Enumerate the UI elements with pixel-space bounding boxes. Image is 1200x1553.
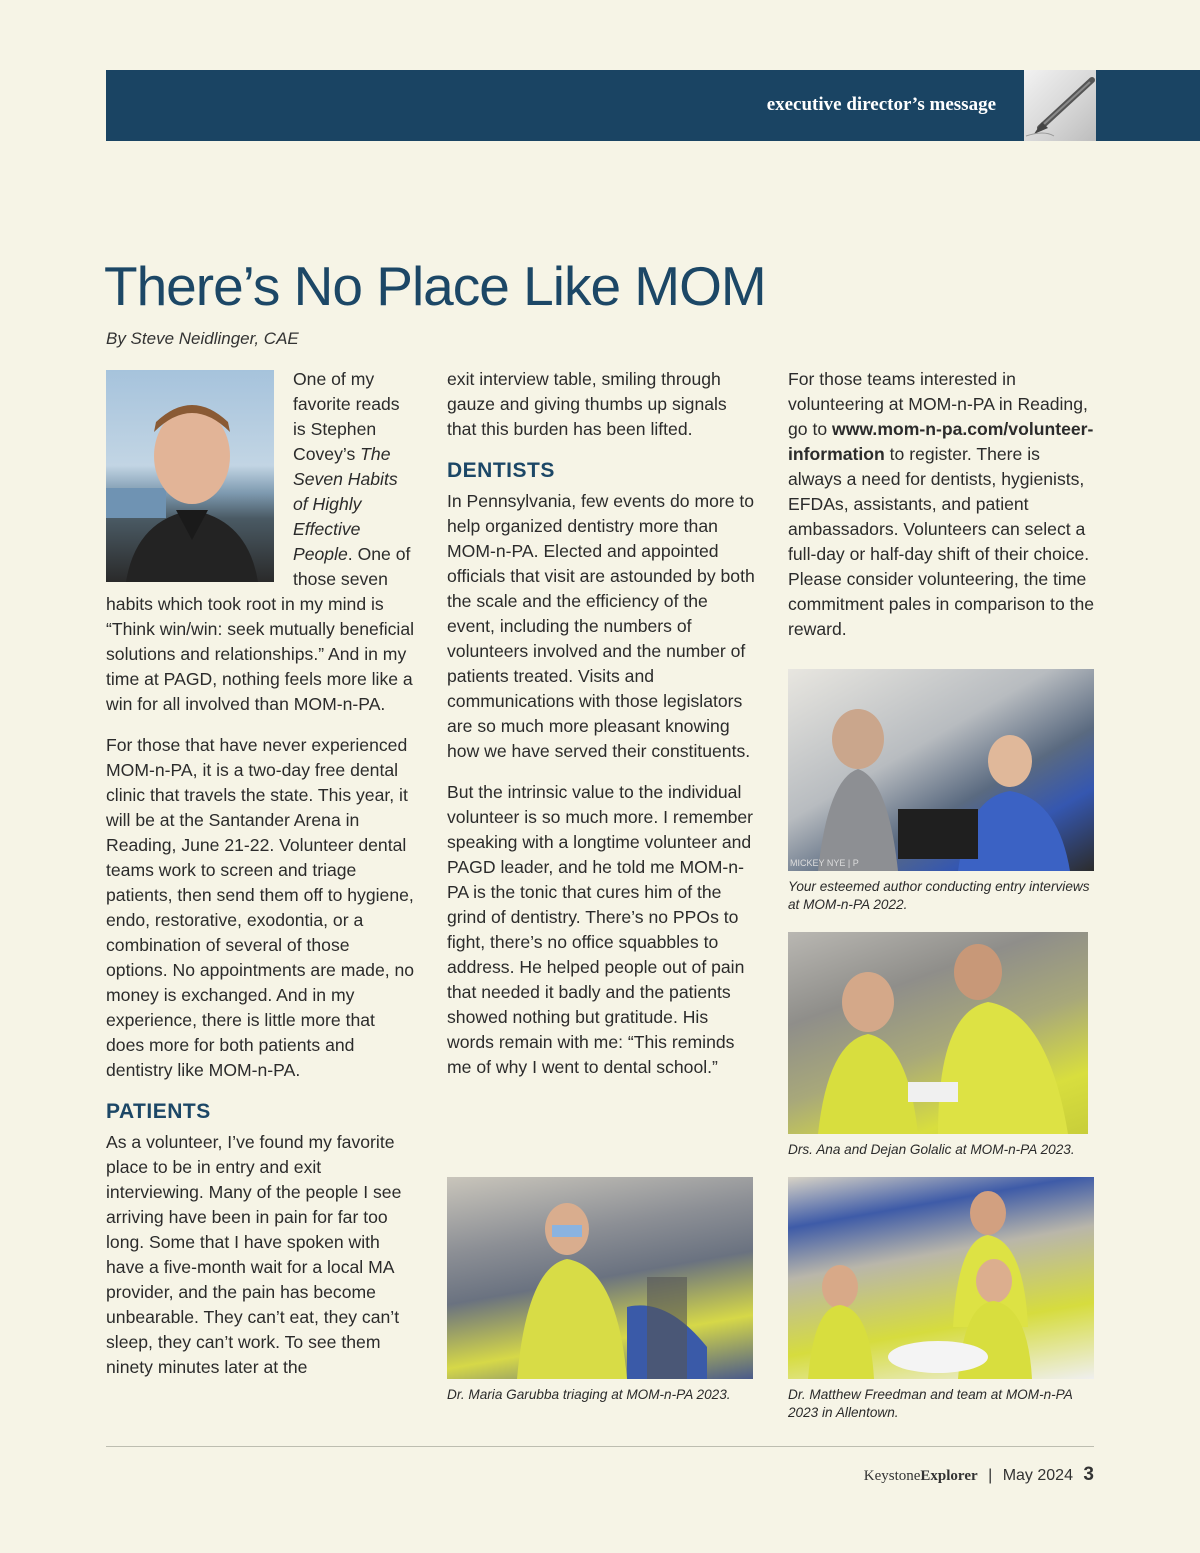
photo-credit: MICKEY NYE | P <box>790 858 859 868</box>
col2-para1: exit interview table, smiling through gauze and giving thumbs up signals that this burden has been lifted. <box>447 369 727 439</box>
col3-para1-start: For those teams interested in volunteering at MOM-n-PA in Reading, go to <box>788 369 1088 439</box>
photo-garubba <box>447 1177 753 1379</box>
photo-entry-interviews <box>788 669 1094 871</box>
publication-name-part2: Explorer <box>920 1468 978 1484</box>
heading-patients: PATIENTS <box>106 1100 211 1123</box>
col3-para1-end: to register. There is always a need for dentists, hygienists, EFDAs, assistants, and patient ambassadors. Volunteers can select a full-day or half-day shift of their choice. Please consider volunteering, the time commitment pales in comparison to the reward. <box>788 444 1095 639</box>
issue-date: May 2024 <box>1002 1467 1073 1484</box>
col1-para2: For those that have never experienced MOM-n-PA, it is a two-day free dental clinic that travels the state. This year, it will be at the Santander Arena in Reading, June 21-22. Volunteer dental teams work to screen and triage patients, then send them off to hygiene, endo, restorative, exodontia, or a combination of several of those options. No appointments are made, no money is exchanged. And in my experience, there is little more that does more for both patients and dentistry like MOM-n-PA. <box>106 735 415 1080</box>
column-1 <box>106 367 416 1396</box>
photo-freedman-team <box>788 1177 1094 1379</box>
caption-garubba: Dr. Maria Garubba triaging at MOM-n-PA 2023. <box>447 1387 731 1402</box>
col1-para3: As a volunteer, I’ve found my favorite place to be in entry and exit interviewing. Many of the people I see arriving have been in pain for far too long. Some that I have spoken with have a five-month wait for a local MA provider, and the pain has become unbearable. They can’t eat, they can’t sleep, they can’t work. To see them ninety minutes later at the <box>106 1132 402 1377</box>
col1-para1-end: . One of those seven habits which took root in my mind is “Think win/win: seek mutually beneficial solutions and relationships.” And in my time at PAGD, nothing feels more like a win for all involved than MOM-n-PA. <box>106 544 415 714</box>
fountain-pen-icon <box>1024 70 1096 141</box>
column-3 <box>788 367 1098 658</box>
col1-para1-start: One of my favorite reads is Stephen Covey’s <box>293 369 400 464</box>
photo-golalic <box>788 932 1088 1134</box>
section-title: executive director’s message <box>766 94 996 115</box>
caption-freedman-team: Dr. Matthew Freedman and team at MOM-n-PA 2023 in Allentown. <box>788 1387 1073 1420</box>
author-photo <box>106 370 274 582</box>
publication-name-part1: Keystone <box>863 1468 921 1484</box>
page-number: 3 <box>1083 1464 1094 1485</box>
caption-entry-interviews: Your esteemed author conducting entry interviews at MOM-n-PA 2022. <box>788 879 1090 912</box>
col2-para2: In Pennsylvania, few events do more to help organized dentistry more than MOM-n-PA. Elected and appointed officials that visit are astounded by both the scale and the efficiency of the event, including the numbers of volunteers involved and the number of patients treated. Visits and communications with those legislators are so much more pleasant knowing how we have served their constituents. <box>447 491 755 761</box>
column-2 <box>447 367 757 1096</box>
article-headline: There’s No Place Like MOM <box>104 255 766 317</box>
col2-para3: But the intrinsic value to the individual volunteer is so much more. I remember speaking with a longtime volunteer and PAGD leader, and he told me MOM-n-PA is the tonic that cures him of the grind of dentistry. There’s no PPOs to fight, there’s no office squabbles to address. He helped people out of pain that needed it badly and the patients showed nothing but gratitude. His words remain with me: “This reminds me of why I went to dental school.” <box>447 782 754 1077</box>
heading-dentists: DENTISTS <box>447 459 555 482</box>
section-header-bar <box>106 70 1200 141</box>
article-byline: By Steve Neidlinger, CAE <box>106 329 299 348</box>
page-footer <box>864 1464 1094 1486</box>
footer-separator: | <box>988 1467 993 1484</box>
book-title: The Seven Habits of Highly Effective People <box>293 444 398 564</box>
caption-golalic: Drs. Ana and Dejan Golalic at MOM-n-PA 2023. <box>788 1142 1075 1157</box>
volunteer-link[interactable]: www.mom-n-pa.com/volunteer-information <box>788 419 1094 464</box>
footer-rule <box>106 1446 1094 1447</box>
